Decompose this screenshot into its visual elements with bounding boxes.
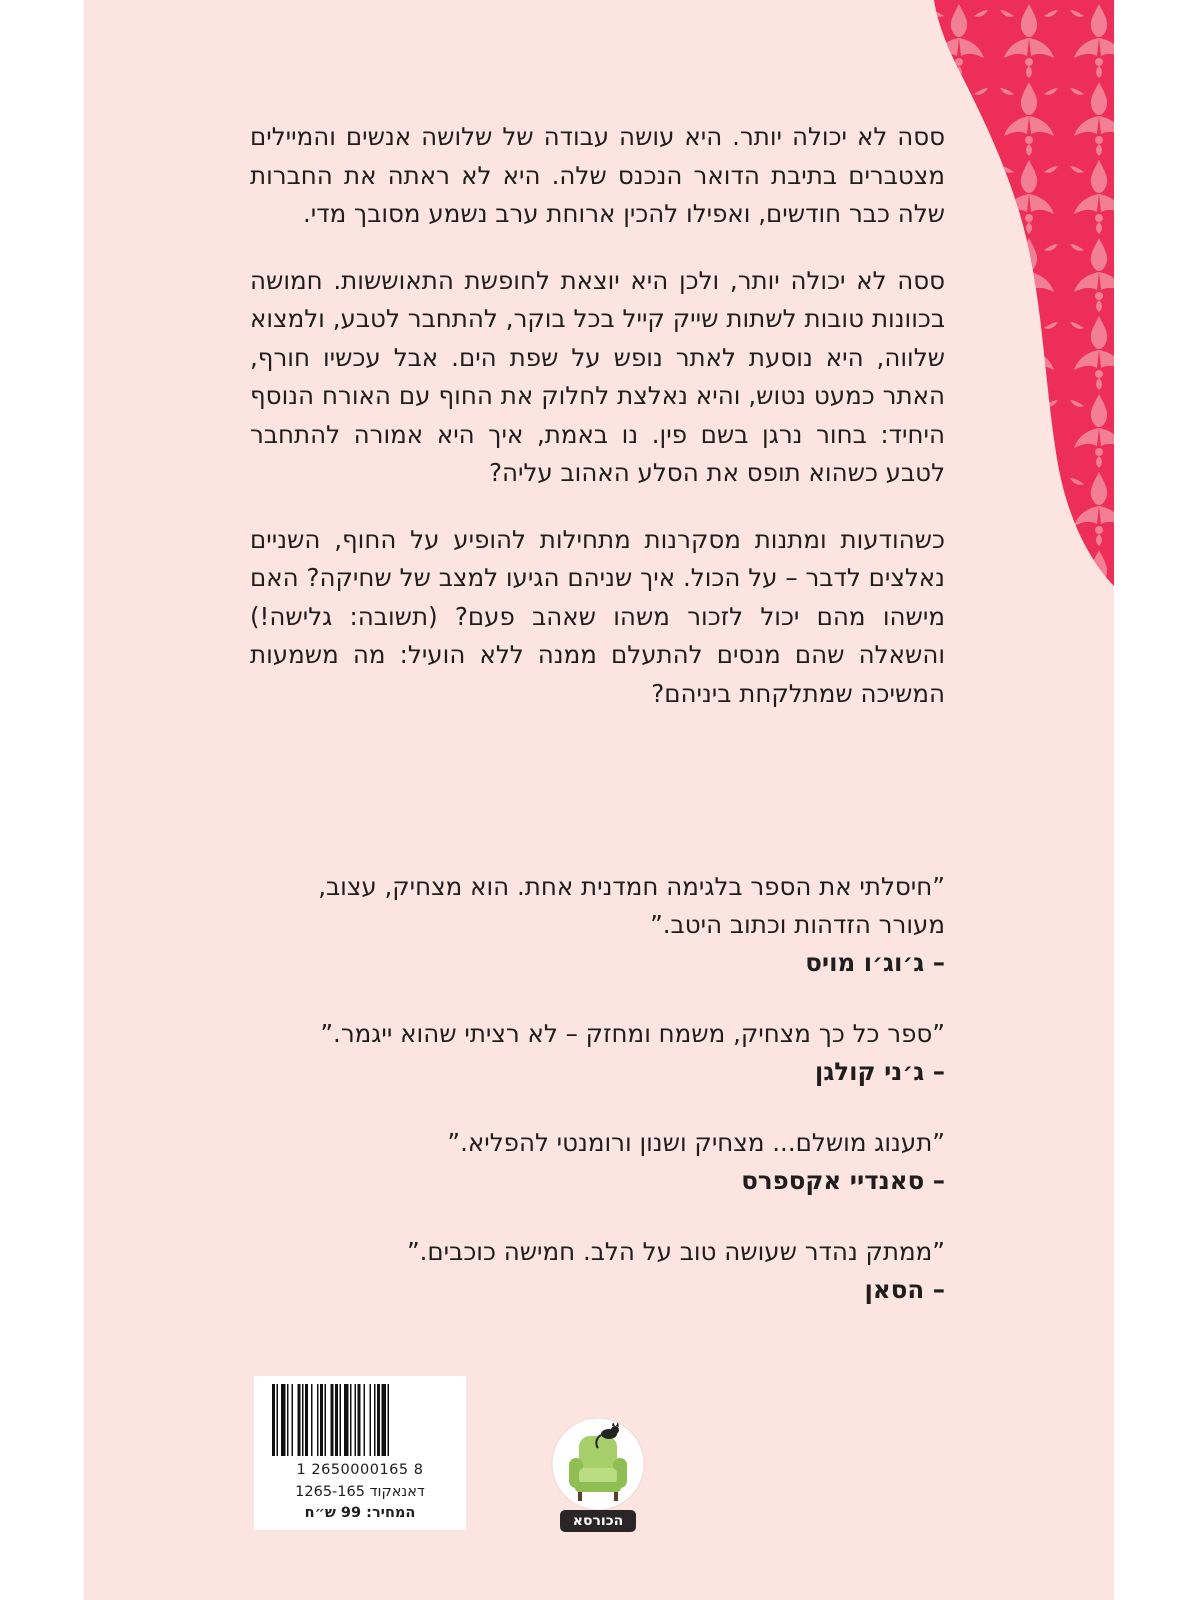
review-quote	[250, 1124, 945, 1200]
review-quote-author: – ג׳ני קולגן	[814, 1057, 945, 1086]
blurb-paragraph-3: כשהודעות ומתנות מסקרנות מתחילות להופיע על החוף, השניים נאלצים לדבר – על הכול. איך שניהם הגיעו למצב של שחיקה? האם מישהו מהם יכול לזכור משהו שאהב פעם? (תשובה: גלישה!) והשאלה שהם מנסים להתעלם ממנה ללא הועיל: מה משמעות המשיכה שמתלקחת ביניהם?	[250, 524, 945, 708]
review-quote-text: ”ממתק נהדר שעושה טוב על הלב. חמישה כוכבים.”	[406, 1237, 945, 1266]
review-quote-text: ”חיסלתי את הספר בלגימה חמדנית אחת. הוא מצחיק, עצוב, מעורר הזדהות וכתוב היטב.”	[318, 872, 945, 939]
barcode-label	[254, 1376, 466, 1530]
review-quote	[250, 1233, 945, 1309]
back-cover	[84, 0, 1114, 1600]
review-quote-text: ”תענוג מושלם... מצחיק ושנון ורומנטי להפליא.”	[447, 1128, 945, 1157]
review-quotes	[250, 868, 945, 1342]
book-blurb	[250, 118, 945, 741]
publisher-logo	[549, 1418, 647, 1534]
price-label: המחיר: 99 ש״ח	[304, 1505, 416, 1521]
review-quote	[250, 1015, 945, 1091]
review-quote-author: – ג׳וג׳ו מויס	[805, 948, 945, 977]
review-quote	[250, 868, 945, 982]
review-quote-author: – סאנדיי אקספרס	[741, 1166, 945, 1195]
barcode-number: 1 2650000165 8	[296, 1462, 424, 1478]
blurb-paragraph-2: ססה לא יכולה יותר, ולכן היא יוצאת לחופשת התאוששות. חמושה בכוונות טובות לשתות שייק קייל בכל בוקר, להתחבר לטבע, ולמצוא שלווה, היא נוסעת לאתר נופש על שפת הים. אבל עכשיו חורף, האתר כמעט נטוש, והיא נאלצת לחלוק את החוף עם האורח הנוסף היחיד: בחור נרגן בשם פין. נו באמת, איך היא אמורה להתחבר לטבע כשהוא תופס את הסלע האהוב עליה?	[250, 265, 945, 487]
review-quote-text: ”ספר כל כך מצחיק, משמח ומחזק – לא רציתי שהוא ייגמר.”	[320, 1019, 945, 1048]
review-quote-author: – הסאן	[864, 1275, 945, 1304]
armchair-cat-icon	[549, 1418, 647, 1514]
blurb-paragraph-1: ססה לא יכולה יותר. היא עושה עבודה של שלושה אנשים והמיילים מצטברים בתיבת הדואר הנכנס שלה. היא לא ראתה את החברות שלה כבר חודשים, ואפילו להכין ארוחת ערב נשמע מסובך מדי.	[250, 122, 945, 228]
barcode-icon	[270, 1384, 450, 1456]
publisher-name: הכורסא	[560, 1510, 636, 1532]
danacode: דאנאקוד 1265-165	[295, 1484, 425, 1500]
